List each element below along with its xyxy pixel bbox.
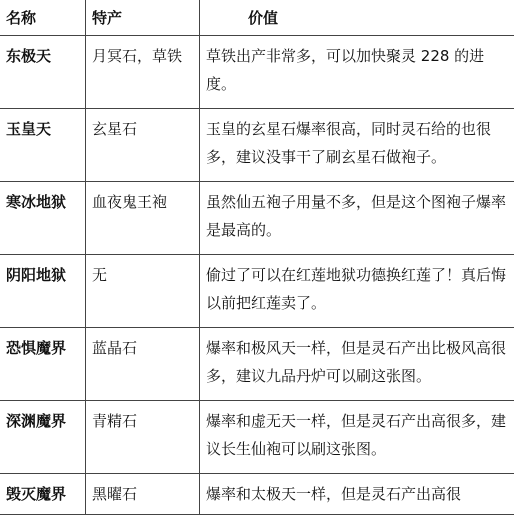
- table-row: [0, 109, 514, 182]
- header-value: 价值: [200, 0, 514, 36]
- special-cell: 无: [86, 255, 200, 328]
- value-cell: 爆率和太极天一样，但是灵石产出高很: [200, 474, 514, 515]
- header-row: [0, 0, 514, 36]
- table-row: [0, 36, 514, 109]
- table-row: [0, 182, 514, 255]
- header-name: 名称: [0, 0, 86, 36]
- special-cell: 血夜鬼王袍: [86, 182, 200, 255]
- header-special: 特产: [86, 0, 200, 36]
- value-cell: 爆率和极风天一样，但是灵石产出比极风高很多，建议九品丹炉可以刷这张图。: [200, 328, 514, 401]
- table-row: [0, 474, 514, 515]
- map-name-cell: 东极天: [0, 36, 86, 109]
- map-name-cell: 恐惧魔界: [0, 328, 86, 401]
- value-cell: 爆率和虚无天一样，但是灵石产出高很多，建议长生仙袍可以刷这张图。: [200, 401, 514, 474]
- table-row: [0, 255, 514, 328]
- value-cell: 草铁出产非常多，可以加快聚灵 228 的进度。: [200, 36, 514, 109]
- map-name-cell: 寒冰地狱: [0, 182, 86, 255]
- special-cell: 蓝晶石: [86, 328, 200, 401]
- special-cell: 黑曜石: [86, 474, 200, 515]
- map-name-cell: 毁灭魔界: [0, 474, 86, 515]
- table-row: [0, 328, 514, 401]
- map-name-cell: 阴阳地狱: [0, 255, 86, 328]
- table-row: [0, 401, 514, 474]
- value-cell: 偷过了可以在红莲地狱功德换红莲了！真后悔以前把红莲卖了。: [200, 255, 514, 328]
- special-cell: 玄星石: [86, 109, 200, 182]
- map-name-cell: 深渊魔界: [0, 401, 86, 474]
- map-name-cell: 玉皇天: [0, 109, 86, 182]
- special-cell: 青精石: [86, 401, 200, 474]
- special-cell: 月冥石，草铁: [86, 36, 200, 109]
- value-cell: 虽然仙五袍子用量不多，但是这个图袍子爆率是最高的。: [200, 182, 514, 255]
- value-cell: 玉皇的玄星石爆率很高，同时灵石给的也很多，建议没事干了刷玄星石做袍子。: [200, 109, 514, 182]
